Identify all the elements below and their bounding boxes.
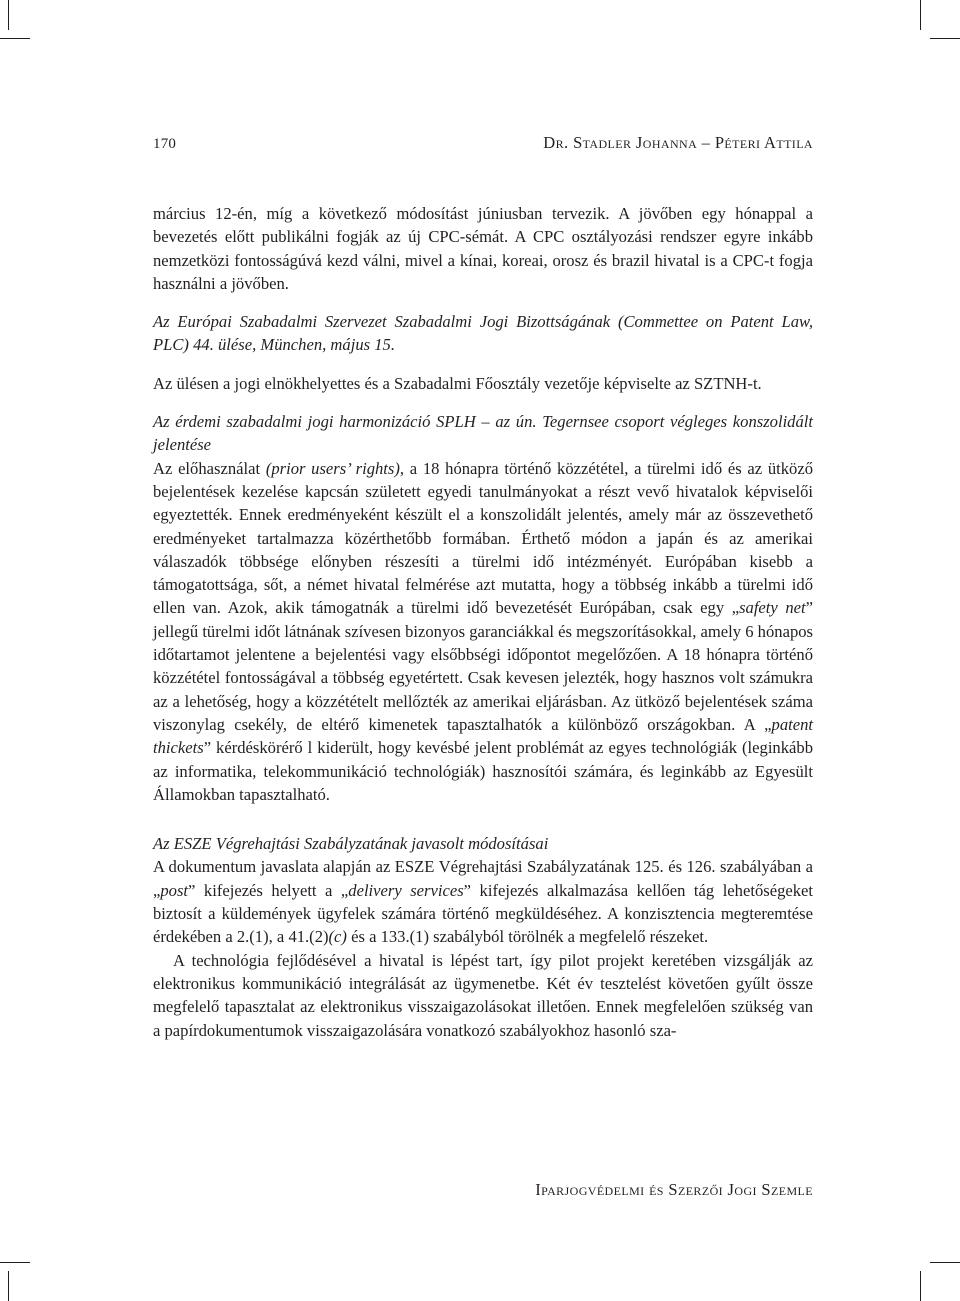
crop-mark [8,1271,9,1301]
paragraph: A dokumentum javaslata alapján az ESZE Végrehajtási Szabályzatának 125. és 126. szabályában a „post” kifejezés helyett a „delivery services” kifejezés alkalmazása kellően tág lehetőségeket biztosít a küldemények ügyfelek számára történő megküldéséhez. A konzisztencia megteremtése érdekében a 2.(1), a 41.(2)(c) és a 133.(1) szabályból törölnék a megfelelő részeket. [153,857,814,947]
crop-mark [8,0,9,30]
paragraph: Az ülésen a jogi elnökhelyettes és a Szabadalmi Főosztály vezetője képviselte az SZTNH-t. [153,373,762,393]
article-body [153,202,813,1042]
crop-mark [0,38,30,39]
section-heading: Az Európai Szabadalmi Szervezet Szabadalmi Jogi Bizottságának (Commettee on Patent Law, PLC) 44. ülése, München, május 15. [153,312,813,355]
author-names: Dr. Stadler Johanna – Péteri Attila [543,133,813,152]
crop-mark [920,0,921,30]
section-heading: Az érdemi szabadalmi jogi harmonizáció SPLH – az ún. Tegernsee csoport végleges konszolidált jelentése [153,412,813,455]
crop-mark [0,1262,30,1263]
running-header [153,133,813,153]
running-footer: Iparjogvédelmi és Szerzői Jogi Szemle [535,1180,813,1199]
paragraph: Az előhasználat (prior users’ rights), a 18 hónapra történő közzététel, a türelmi idő és az ütköző bejelentések kezelése kapcsán született egyedi tanulmányokat a részt vevő hivatalok képviselői egyeztették. Ennek eredményeként készült el a konszolidált jelentés, amely már az összevethető eredményeket tartalmazza közérthetőbb formában. Érthető módon a japán és az amerikai válaszadók többsége előnyben részesíti a türelmi idő intézményét. Európában kisebb a támogatottsága, sőt, a német hivatal felmérése azt mutatta, hogy a többség inkább a türelmi idő ellen van. Azok, akik támogatnák a türelmi idő bevezetését Európában, csak egy „safety net” jellegű türelmi időt látnának szívesen bizonyos garanciákkal és megszorításokkal, amely 6 hónapos időtartamot jelentene a bejelentési vagy elsőbbségi időpontot megelőzően. A 18 hónapra történő közzététel fontosságával a többség egyetértett. Csak kevesen jelezték, hogy hasznos volt számukra az a lehetőség, hogy a közzétételt mellőzték az amerikai eljárásban. Az ütköző bejelentések száma viszonylag csekély, de eltérő kimenetek tapasztalhatók a különböző országokban. A „patent thickets” kérdéskörérő l kiderült, hogy kevésbé jelent problémát az egyes technológiák (leginkább az informatika, telekommunikáció technológiák) hasznosítói számára, és leginkább az Egyesült Államokban tapasztalható. [153,458,814,804]
paragraph: A technológia fejlődésével a hivatal is lépést tart, így pilot projekt keretében vizsgálják az elektronikus kommunikáció integrálását az ügymenetbe. Két év tesztelést követően gyűlt össze megfelelő tapasztalat az elektronikus visszaigazolásokat illetően. Ennek megfelelően szükség van a papírdokumentumok visszaigazolására vonatkozó szabályokhoz hasonló sza- [153,950,813,1040]
section-heading: Az ESZE Végrehajtási Szabályzatának javasolt módosításai [153,834,549,854]
crop-mark [920,1271,921,1301]
page-number: 170 [153,136,177,152]
paragraph: március 12-én, míg a következő módosítást júniusban tervezik. A jövőben egy hónappal a bevezetés előtt publikálni fogják az új CPC-sémát. A CPC osztályozási rendszer egyre inkább nemzetközi fontosságúvá kezd válni, mivel a kínai, koreai, orosz és brazil hivatal is a CPC-t fogja használni a jövőben. [153,204,813,293]
crop-mark [930,1262,960,1263]
crop-mark [930,38,960,39]
